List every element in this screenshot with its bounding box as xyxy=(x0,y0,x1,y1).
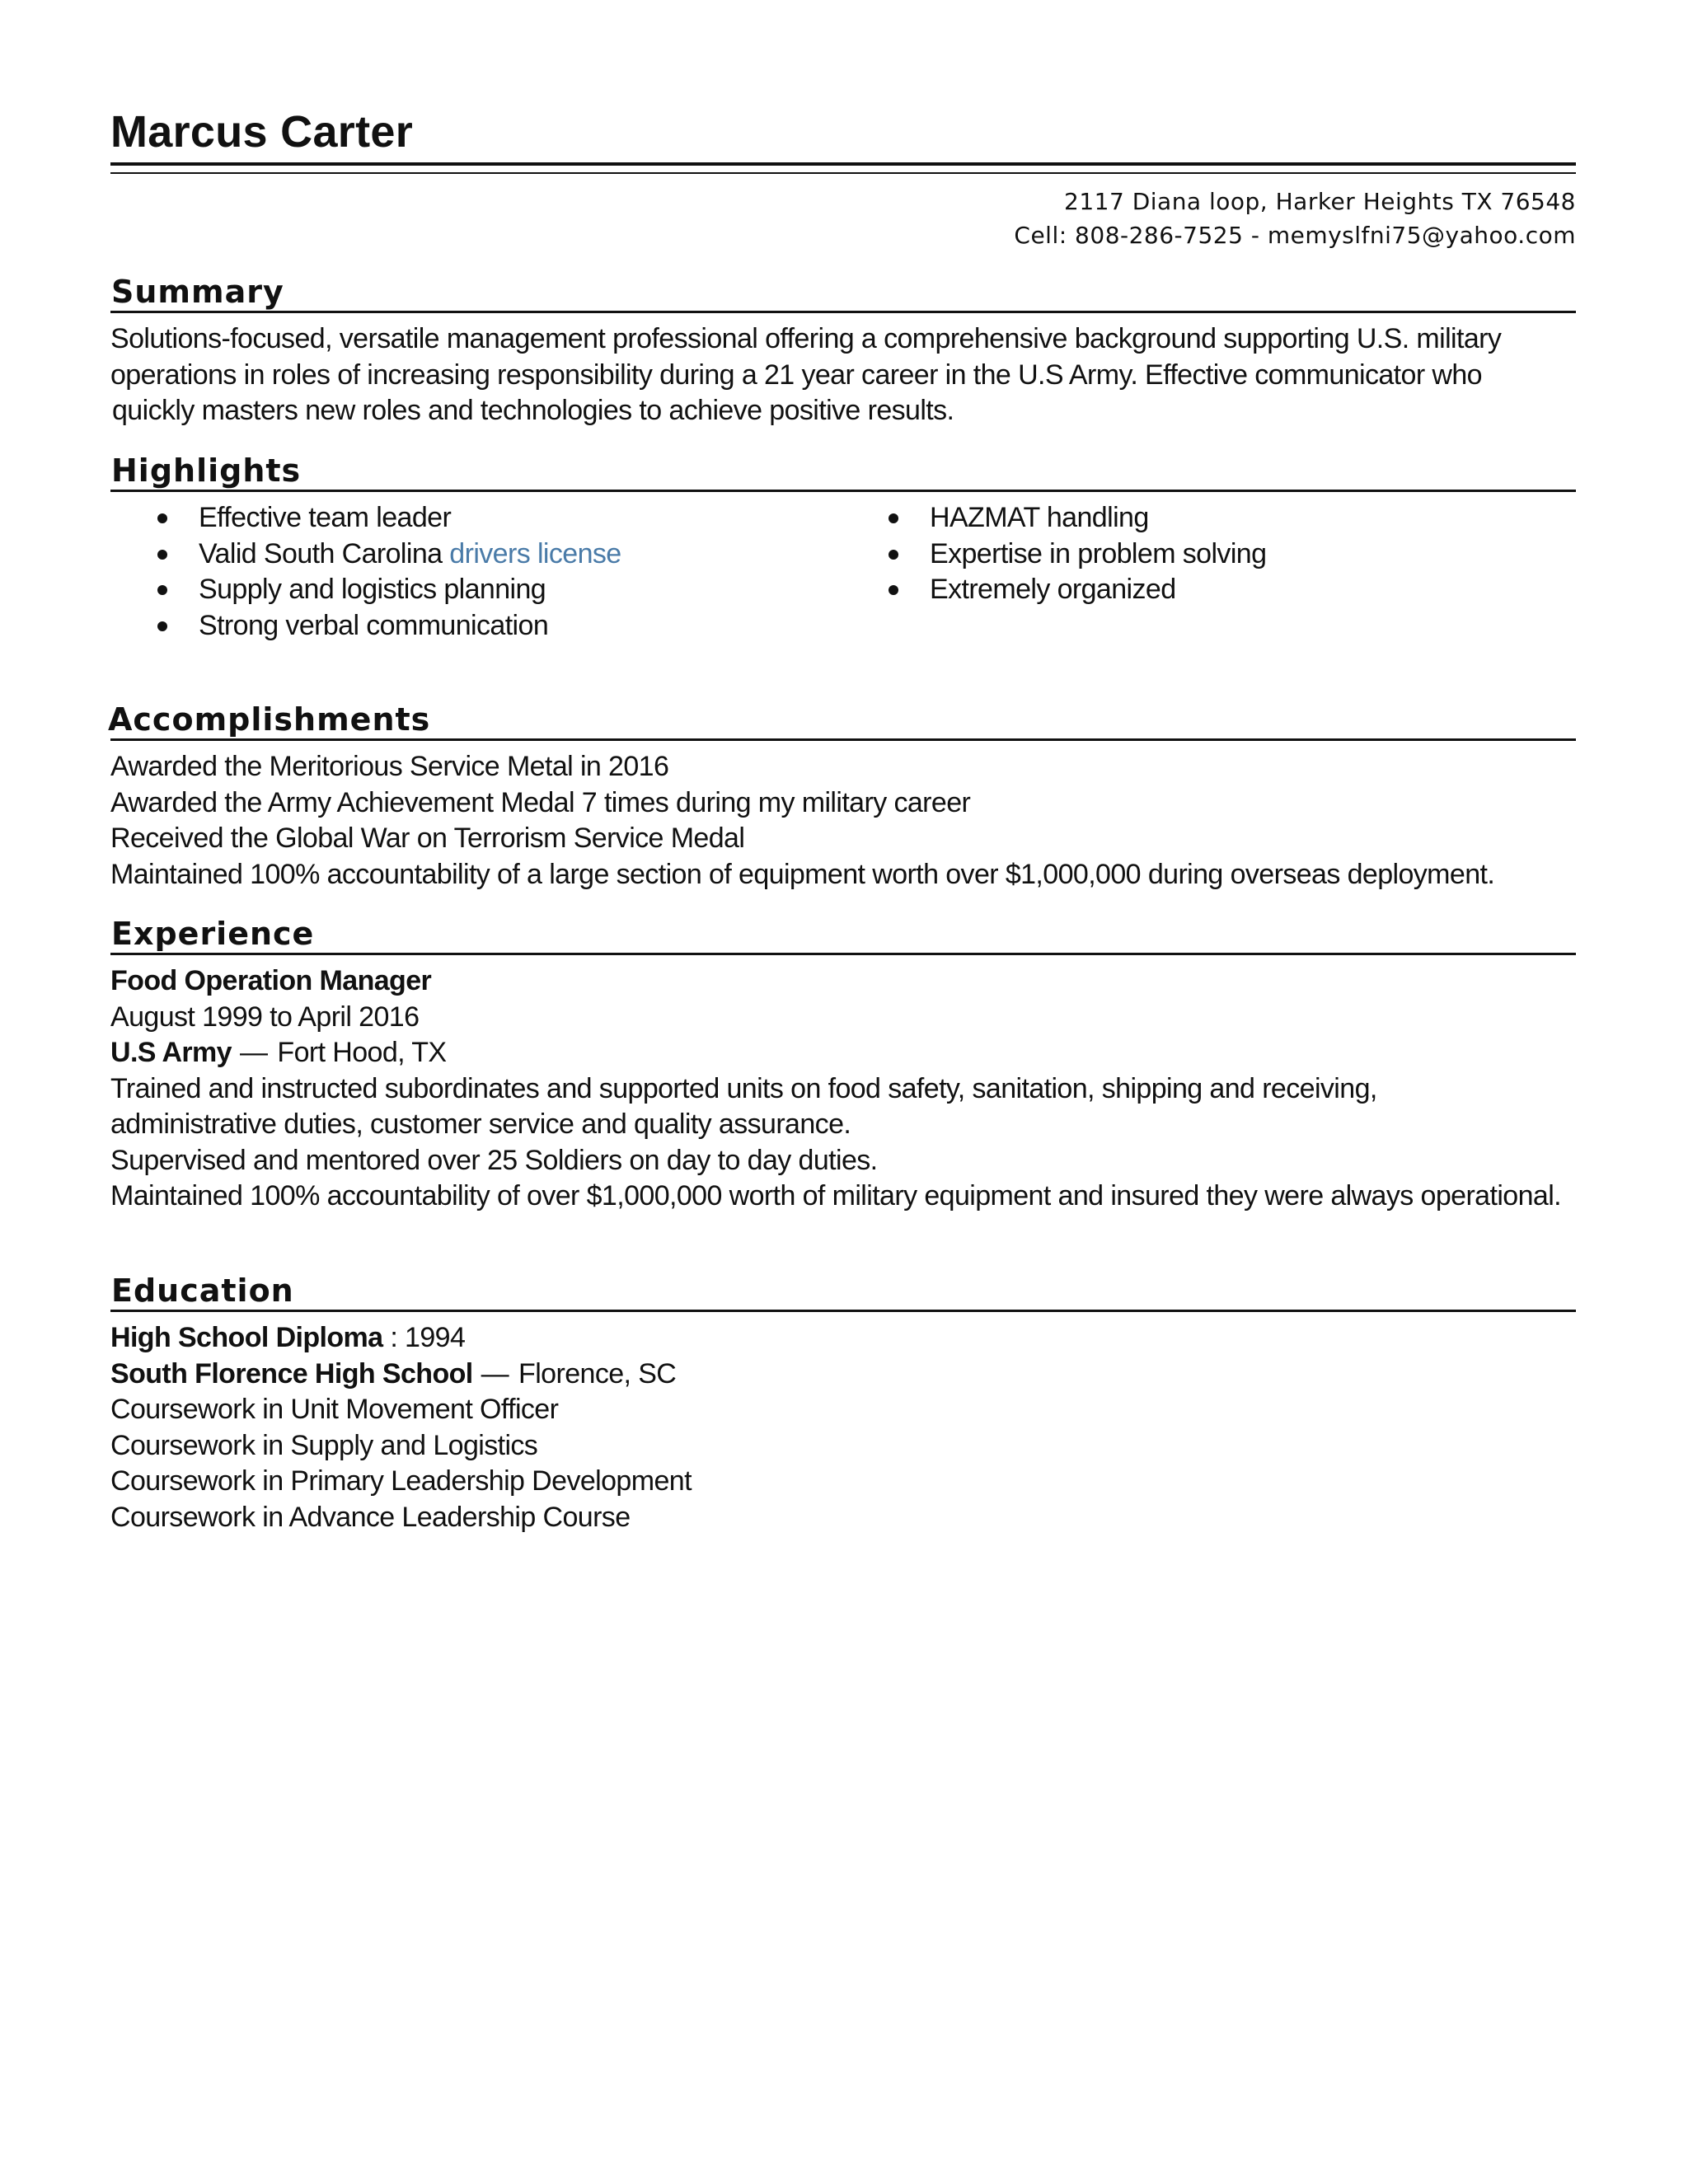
highlights-columns xyxy=(110,500,1576,649)
degree-line xyxy=(110,1320,1576,1357)
list-item: Awarded the Army Achievement Medal 7 times during my military career xyxy=(110,786,971,818)
address: 2117 Diana loop, Harker Heights TX 76548 xyxy=(1064,188,1576,215)
accomplishments-rule xyxy=(110,738,1576,741)
bullet-icon xyxy=(889,513,898,523)
coursework-item: Coursework in Supply and Logistics xyxy=(110,1429,538,1461)
bullet-icon xyxy=(889,585,898,595)
bullet-icon xyxy=(157,513,167,523)
job-description-line: Trained and instructed subordinates and supported units on food safety, sanitation, shipping and receiving, xyxy=(110,1072,1377,1104)
school-name: South Florence High School xyxy=(110,1357,473,1390)
list-item: Supply and logistics planning xyxy=(157,572,621,608)
highlights-rule xyxy=(110,490,1576,492)
coursework-item: Coursework in Advance Leadership Course xyxy=(110,1501,631,1533)
list-item: Maintained 100% accountability of a large section of equipment worth over $1,000,000 during overseas deployment. xyxy=(110,858,1495,890)
school-line xyxy=(110,1357,1576,1393)
highlights-right-list xyxy=(889,500,1266,608)
highlights-left-list xyxy=(157,500,621,644)
bullet-icon xyxy=(157,585,167,595)
accomplishments-title: Accomplishments xyxy=(108,701,431,738)
job-description-line: administrative duties, customer service and quality assurance. xyxy=(110,1108,851,1140)
candidate-name: Marcus Carter xyxy=(110,107,414,157)
employer: U.S Army xyxy=(110,1037,232,1068)
summary-text xyxy=(110,321,1576,429)
experience-rule xyxy=(110,953,1576,955)
separator-dash: — xyxy=(481,1357,509,1390)
degree-year: : 1994 xyxy=(382,1322,466,1353)
summary-rule xyxy=(110,311,1576,313)
list-item: Extremely organized xyxy=(889,572,1266,608)
summary-section xyxy=(110,273,1576,429)
accomplishments-section xyxy=(107,701,1573,893)
experience-title: Experience xyxy=(111,916,315,952)
bullet-icon xyxy=(157,621,167,631)
degree: High School Diploma xyxy=(110,1322,383,1353)
accomplishments-list xyxy=(110,749,1573,893)
header-rule-thick xyxy=(110,162,1576,166)
education-entry xyxy=(110,1320,1576,1535)
drivers-license-link[interactable]: drivers license xyxy=(449,537,621,569)
education-title: Education xyxy=(111,1272,294,1309)
coursework-item: Coursework in Unit Movement Officer xyxy=(110,1394,559,1425)
header-rule-thin xyxy=(110,172,1576,174)
coursework-item: Coursework in Primary Leadership Development xyxy=(110,1465,692,1497)
job-description-line: Supervised and mentored over 25 Soldiers on day to day duties. xyxy=(110,1144,878,1176)
list-item: Awarded the Meritorious Service Metal in 2016 xyxy=(110,751,669,782)
list-item: Expertise in problem solving xyxy=(889,537,1266,573)
summary-title: Summary xyxy=(111,274,284,310)
highlights-section xyxy=(110,452,1576,649)
summary-line: Solutions-focused, versatile management professional offering a comprehensive background supporting U.S. military xyxy=(110,323,1502,354)
summary-line: operations in roles of increasing responsibility during a 21 year career in the U.S Army. Effective communicator who xyxy=(110,359,1482,391)
education-section xyxy=(110,1272,1576,1535)
list-item: Effective team leader xyxy=(157,500,621,537)
contact-block xyxy=(1014,185,1576,252)
education-rule xyxy=(110,1310,1576,1312)
bullet-icon xyxy=(157,550,167,560)
list-item: HAZMAT handling xyxy=(889,500,1266,537)
list-item: Received the Global War on Terrorism Service Medal xyxy=(110,823,745,854)
experience-entry xyxy=(110,963,1576,1215)
job-title: Food Operation Manager xyxy=(110,965,432,996)
job-location: Fort Hood, TX xyxy=(277,1037,447,1068)
bullet-icon xyxy=(889,550,898,560)
phone-email: Cell: 808-286-7525 - memyslfni75@yahoo.com xyxy=(1014,222,1576,249)
highlights-title: Highlights xyxy=(111,452,302,489)
separator-dash: — xyxy=(240,1037,268,1068)
list-item: Strong verbal communication xyxy=(157,608,621,644)
school-location: Florence, SC xyxy=(518,1357,677,1390)
experience-section xyxy=(110,915,1576,1215)
summary-line: quickly masters new roles and technologies to achieve positive results. xyxy=(112,395,954,426)
job-description-line: Maintained 100% accountability of over $1,000,000 worth of military equipment and insured they were always operational. xyxy=(110,1180,1562,1212)
employer-line xyxy=(110,1035,1576,1071)
list-item: Valid South Carolina drivers license xyxy=(157,537,621,573)
job-dates: August 1999 to April 2016 xyxy=(110,1001,420,1033)
